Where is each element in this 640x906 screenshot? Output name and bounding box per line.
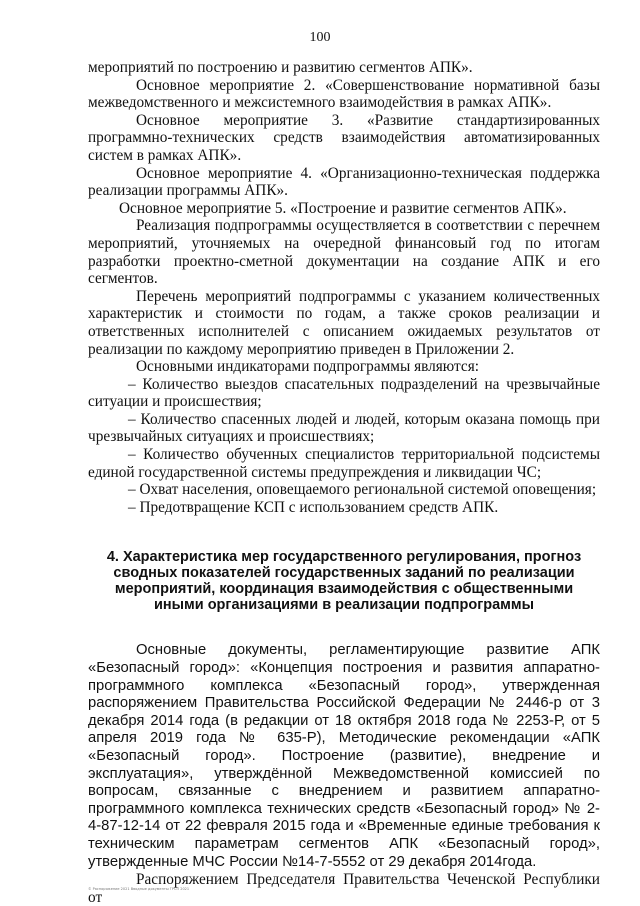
indicator-item: – Охват населения, оповещаемого региональной системой оповещения; xyxy=(128,481,597,499)
paragraph: Основное мероприятие 5. «Построение и развитие сегментов АПК». xyxy=(119,199,567,217)
paragraph: Перечень мероприятий подпрограммы с указанием количественных характеристик и стоимости по годам, а также сроков реализации и ответственных исполнителей с описанием ожидаемых результатов от реализации по каждому мероприятию приведен в Приложении 2. xyxy=(88,287,600,358)
indicator-item: – Количество выездов спасательных подразделений на чрезвычайные ситуации и происшествия; xyxy=(88,375,600,411)
paragraph: Распоряжением Председателя Правительства Чеченской Республики от xyxy=(88,871,600,906)
paragraph: Основное мероприятие 2. «Совершенствование нормативной базы межведомственного и межсистемного взаимодействия в рамках АПК». xyxy=(88,76,600,112)
page-number: 100 xyxy=(309,30,331,45)
paragraph: Основными индикаторами подпрограммы являются: xyxy=(136,358,479,376)
document-body xyxy=(88,59,600,906)
footer-note: © Распоряжение 2021 Вводные документы ГРСП 2021 xyxy=(88,887,190,891)
indicator-item: – Предотвращение КСП с использованием средств АПК. xyxy=(128,498,499,516)
paragraph: Реализация подпрограммы осуществляется в соответствии с перечнем мероприятий, уточняемых на очередной финансовый год по итогам разработки проектно-сметной документации на создание АПК и его сегментов. xyxy=(88,217,600,288)
paragraph: Основные документы, регламентирующие развитие АПК «Безопасный город»: «Концепция построения и развития аппаратно-программного комплекса «Безопасный город», утвержденная распоряжением Правительства Российской Федерации № 2446-р от 3 декабря 2014 года (в редакции от 18 октября 2018 года № 2253-Р, от 5 апреля 2019 года № 635-Р), Методические рекомендации «АПК «Безопасный город». Построение (развитие), внедрение и эксплуатация», утверждённой Межведомственной комиссией по вопросам, связанные с внедрением и развитием аппаратно-программного комплекса технических средств «Безопасный город» № 2-4-87-12-14 от 22 февраля 2015 года и «Временные единые требования к техническим параметрам сегментов АПК «Безопасный город», утвержденные МЧС России №14-7-5552 от 29 декабря 2014года. xyxy=(88,642,600,870)
paragraph: мероприятий по построению и развитию сегментов АПК». xyxy=(88,59,473,76)
paragraph: Основное мероприятие 4. «Организационно-техническая поддержка реализации программы АПК». xyxy=(88,164,600,200)
paragraph: Основное мероприятие 3. «Развитие стандартизированных программно-технических средств взаимодействия автоматизированных систем в рамках АПК». xyxy=(88,111,600,164)
section-heading: 4. Характеристика мер государственного регулирования, прогноз сводных показателей государственных заданий по реализации мероприятий, координация взаимодействия с общественными иными организациями в реализации подпрограммы xyxy=(106,549,582,614)
indicator-item: – Количество спасенных людей и людей, которым оказана помощь при чрезвычайных ситуациях и происшествиях; xyxy=(88,410,600,446)
indicator-item: – Количество обученных специалистов территориальной подсистемы единой государственной системы предупреждения и ликвидации ЧС; xyxy=(88,446,600,481)
